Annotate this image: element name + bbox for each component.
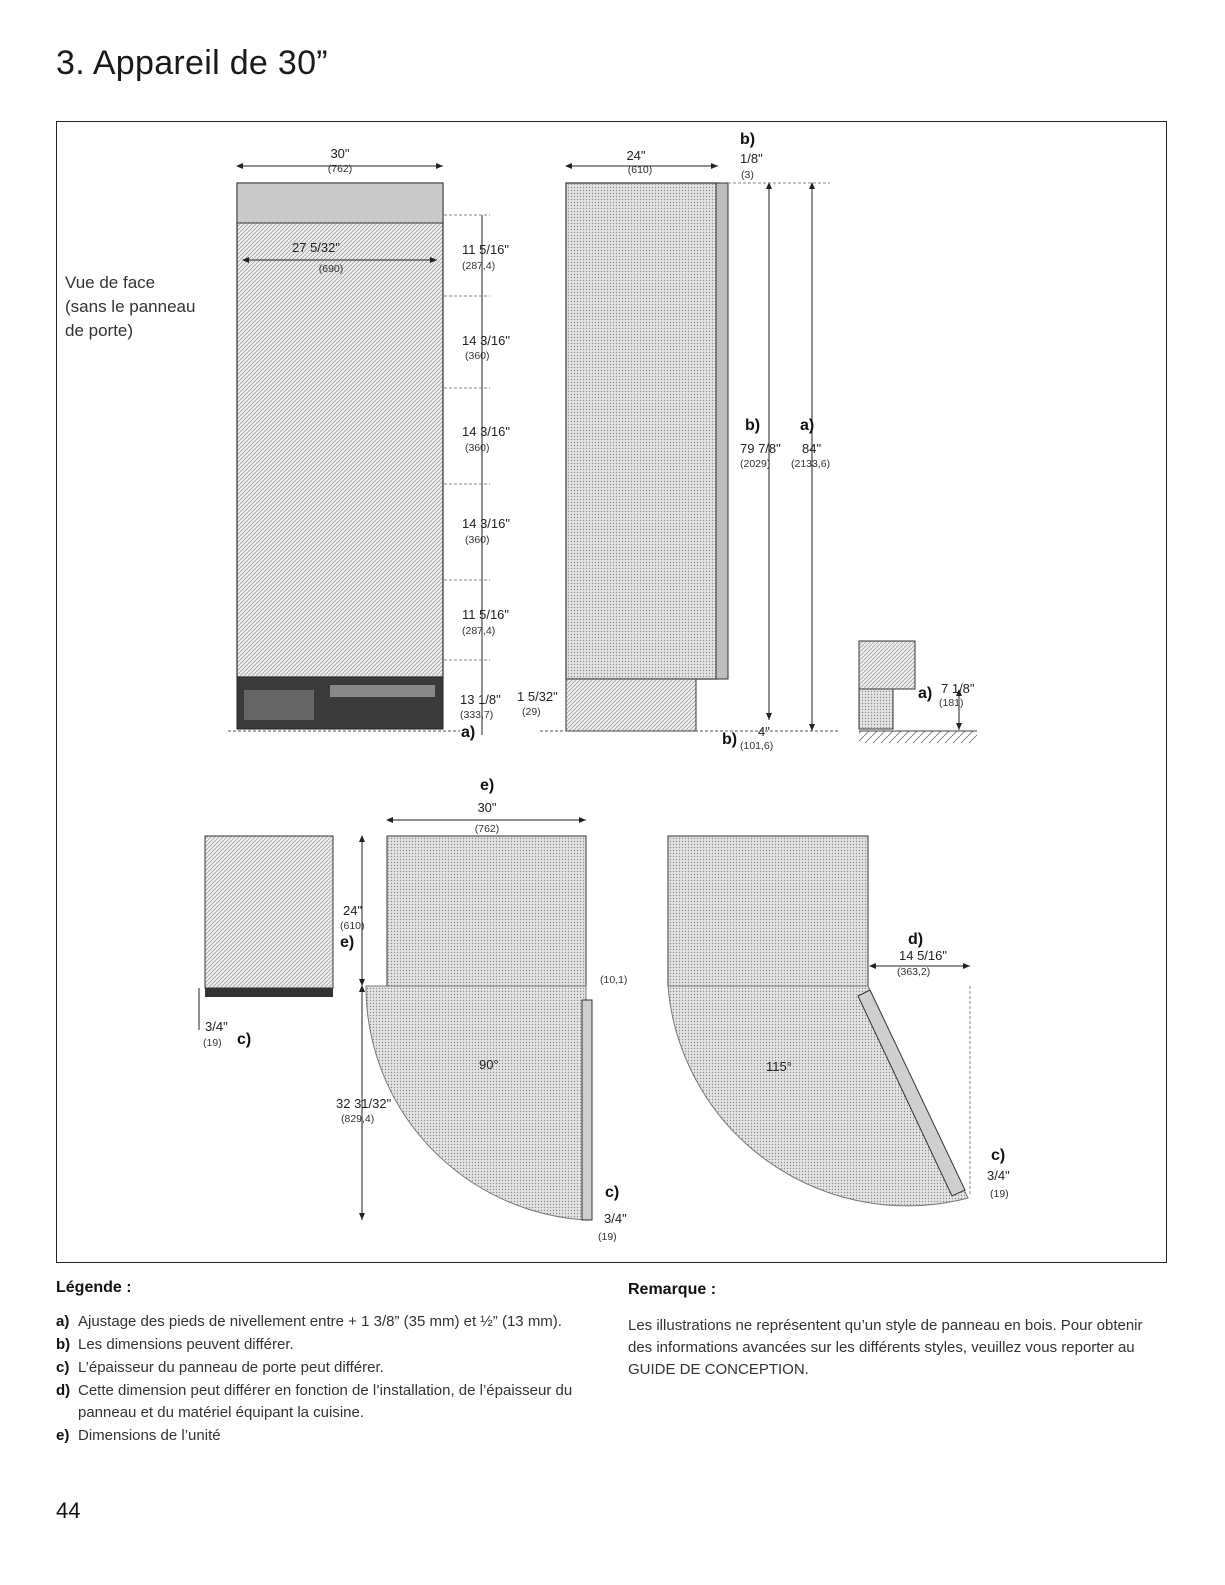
note-text: Les illustrations ne représentent qu’un style de panneau en bois. Pour obtenir des informations avancées sur les différents styles, veuillez vous reporter au GUIDE DE CONCEPTION. <box>628 1317 1143 1378</box>
offset-mm: (10,1) <box>600 974 628 986</box>
label-d: d) <box>908 931 924 948</box>
d-in: 14 5/16" <box>899 948 947 963</box>
cabinet-side <box>566 183 718 679</box>
top-view-115 <box>668 836 1010 1206</box>
side-a-in: 84" <box>802 441 822 456</box>
legend-key: b) <box>56 1336 71 1353</box>
top-depth-in: 24" <box>343 903 363 918</box>
side-base <box>566 679 696 731</box>
side-a-mm: (2133,6) <box>791 458 831 470</box>
detail-cabinet <box>205 836 333 988</box>
door-open-90 <box>582 1000 592 1220</box>
h1-in: 11 5/16" <box>462 242 510 257</box>
swing-mm: (829,4) <box>341 1113 375 1125</box>
leg-detail-base <box>859 689 893 729</box>
legend-text: Les dimensions peuvent différer. <box>78 1336 294 1353</box>
legend-text: Cette dimension peut différer en fonction de l’installation, de l’épaisseur du panneau et du matériel équipant la cuisine. <box>78 1382 573 1421</box>
top-depth-mm: (610) <box>340 920 365 932</box>
legend-heading: Légende : <box>56 1279 132 1296</box>
label-b-top: b) <box>740 131 756 148</box>
panel-115-mm: (19) <box>990 1188 1009 1200</box>
label-a-side: a) <box>800 417 815 434</box>
label-c-115: c) <box>991 1147 1006 1164</box>
gap-mm: (3) <box>741 169 754 181</box>
legend-item <box>56 1334 616 1356</box>
d-mm: (363,2) <box>897 966 931 978</box>
leg-detail-ground <box>859 731 977 743</box>
h4-in: 14 3/16" <box>462 516 510 531</box>
legend-item <box>56 1311 616 1333</box>
angle-115: 115° <box>766 1059 792 1074</box>
leg-detail <box>859 641 977 743</box>
label-a-leg: a) <box>918 685 933 702</box>
vent-right <box>330 685 435 697</box>
top-grille <box>237 183 443 223</box>
inner-mm: (690) <box>318 263 344 275</box>
front-view <box>228 146 558 741</box>
h1-mm: (287,4) <box>462 260 496 272</box>
legend-item <box>56 1380 616 1424</box>
h6-mm: (333,7) <box>460 709 494 721</box>
label-a-front: a) <box>461 724 476 741</box>
base-mm: (101,6) <box>740 740 774 752</box>
toe-mm: (29) <box>522 706 541 718</box>
angle-90: 90° <box>479 1057 499 1072</box>
width-in: 30" <box>330 146 350 161</box>
legend-list <box>56 1311 616 1447</box>
side-b-in: 79 7/8" <box>740 441 781 456</box>
inner-in: 27 5/32" <box>292 240 340 255</box>
legend <box>56 1279 616 1448</box>
gap-in: 1/8" <box>740 151 763 166</box>
h2-in: 14 3/16" <box>462 333 510 348</box>
depth-mm: (610) <box>627 164 653 176</box>
h5-in: 11 5/16" <box>462 607 510 622</box>
label-e-side: e) <box>340 934 355 951</box>
legend-text: L’épaisseur du panneau de porte peut différer. <box>78 1359 384 1376</box>
legend-item <box>56 1425 616 1447</box>
leg-mm: (181) <box>939 697 964 709</box>
cabinet-front <box>237 183 443 677</box>
top-cabinet-90 <box>387 836 586 986</box>
h3-in: 14 3/16" <box>462 424 510 439</box>
width-mm: (762) <box>327 163 353 175</box>
top-view-detail <box>199 836 333 1049</box>
page-title: 3. Appareil de 30” <box>56 44 328 82</box>
h3-mm: (360) <box>465 442 490 454</box>
label-b-base: b) <box>722 731 738 748</box>
detail-panel-mm: (19) <box>203 1037 222 1049</box>
base-in: 4" <box>758 724 770 739</box>
side-view <box>540 131 840 752</box>
h6-in: 13 1/8" <box>460 692 501 707</box>
top-width-mm: (762) <box>474 823 500 835</box>
label-c-detail: c) <box>237 1031 252 1048</box>
panel-115-in: 3/4" <box>987 1168 1010 1183</box>
label-c-90: c) <box>605 1184 620 1201</box>
label-e-top: e) <box>480 777 495 794</box>
page-number: 44 <box>56 1498 81 1523</box>
legend-key: a) <box>56 1313 70 1330</box>
side-b-mm: (2029) <box>740 458 771 470</box>
detail-panel <box>205 988 333 997</box>
detail-panel-in: 3/4" <box>205 1019 228 1034</box>
top-cabinet-115 <box>668 836 868 986</box>
legend-key: d) <box>56 1382 71 1399</box>
legend-text: Dimensions de l’unité <box>78 1427 221 1444</box>
label-b-side: b) <box>745 417 761 434</box>
leg-in: 7 1/8" <box>941 681 975 696</box>
vent-left <box>244 690 314 720</box>
note-heading: Remarque : <box>628 1281 717 1298</box>
legend-key: c) <box>56 1359 70 1376</box>
swing-in: 32 31/32" <box>336 1096 392 1111</box>
note <box>628 1279 1168 1381</box>
panel-90-in: 3/4" <box>604 1211 627 1226</box>
legend-text: Ajustage des pieds de nivellement entre + 1 3/8” (35 mm) et ½” (13 mm). <box>78 1313 562 1330</box>
panel-90-mm: (19) <box>598 1231 617 1243</box>
swing-arc-90 <box>366 986 586 1220</box>
top-width-in: 30" <box>477 800 497 815</box>
top-view-90 <box>336 777 627 1243</box>
h2-mm: (360) <box>465 350 490 362</box>
door-panel-side <box>716 183 728 679</box>
legend-key: e) <box>56 1427 70 1444</box>
toe-in: 1 5/32" <box>517 689 558 704</box>
h5-mm: (287,4) <box>462 625 496 637</box>
h4-mm: (360) <box>465 534 490 546</box>
depth-in: 24" <box>626 148 646 163</box>
leg-detail-cabinet <box>859 641 915 689</box>
swing-arc-115 <box>668 986 968 1206</box>
front-view-label: Vue de face (sans le panneau de porte) <box>65 273 196 340</box>
legend-item <box>56 1357 616 1379</box>
